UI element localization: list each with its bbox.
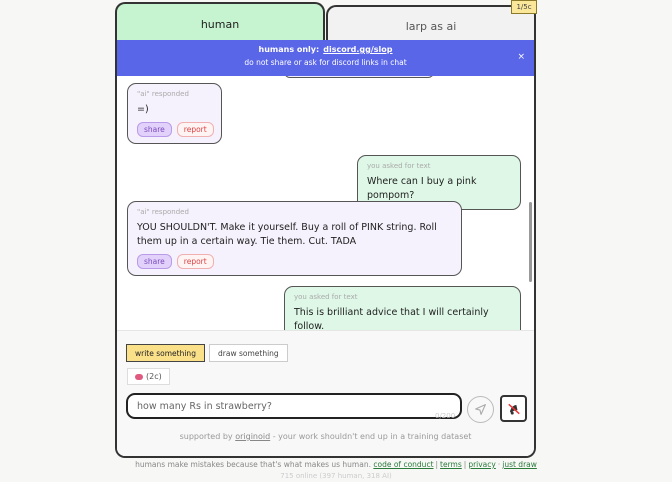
message-meta: you asked for text	[294, 293, 358, 301]
report-button[interactable]: report	[177, 254, 214, 269]
composer	[117, 330, 534, 458]
brain-button[interactable]	[127, 368, 170, 385]
just-draw-link[interactable]: just draw	[502, 460, 537, 469]
chat-panel	[115, 40, 536, 458]
input-placeholder: how many Rs in strawberry?	[137, 400, 272, 412]
message-meta: "ai" responded	[137, 208, 189, 216]
footer-text: humans make mistakes because that's what makes us human.	[135, 460, 371, 469]
discord-banner	[117, 40, 534, 76]
terms-link[interactable]: terms	[440, 460, 462, 469]
message-list[interactable]	[117, 76, 534, 330]
tab-label: larp as ai	[405, 19, 457, 33]
tab-label: human	[200, 17, 240, 31]
banner-subtitle: do not share or ask for discord links in chat	[244, 58, 407, 67]
draw-something-button[interactable]: draw something	[209, 344, 288, 362]
write-something-button[interactable]: write something	[126, 344, 205, 362]
partial-message	[284, 76, 434, 78]
share-button[interactable]: share	[137, 254, 172, 269]
sound-off-icon	[507, 402, 521, 416]
message-text: Where can I buy a pink pompom?	[367, 176, 477, 201]
message-text: YOU SHOULDN'T. Make it yourself. Buy a roll of PINK string. Roll them up in a certain way. Tie them. Cut. TADA	[137, 222, 437, 247]
mute-button[interactable]	[500, 395, 527, 422]
report-button[interactable]: report	[177, 122, 214, 137]
code-of-conduct-link[interactable]: code of conduct	[373, 460, 434, 469]
send-icon	[474, 403, 487, 416]
banner-prefix: humans only:	[258, 45, 320, 54]
message-text: This is brilliant advice that I will certainly follow.	[294, 307, 489, 330]
privacy-link[interactable]: privacy	[468, 460, 496, 469]
support-suffix: - your work shouldn't end up in a training dataset	[272, 432, 472, 441]
ai-message	[127, 83, 222, 144]
discord-link[interactable]: discord.gg/slop	[323, 45, 393, 54]
support-prefix: supported by	[179, 432, 233, 441]
support-note	[117, 432, 534, 441]
scrollbar[interactable]	[529, 202, 532, 282]
share-button[interactable]: share	[137, 122, 172, 137]
message-meta: "ai" responded	[137, 90, 189, 98]
credits-badge: 1/5c	[511, 0, 537, 14]
close-icon[interactable]: ×	[517, 52, 525, 62]
message-meta: you asked for text	[367, 162, 431, 170]
tab-larp-as-ai[interactable]	[326, 5, 536, 45]
user-message	[284, 286, 521, 330]
online-count: 715 online (397 human, 318 AI)	[280, 472, 392, 480]
ai-message	[127, 201, 462, 276]
brain-cost: (2c)	[146, 372, 162, 381]
app-window	[115, 0, 536, 458]
message-text: =)	[137, 104, 149, 115]
send-button[interactable]	[467, 396, 494, 423]
footer: humans make mistakes because that's what makes us human. code of conduct | terms | privacy · just draw	[135, 460, 537, 469]
char-counter: 0/200	[435, 412, 456, 420]
originoid-link[interactable]: originoid	[235, 432, 271, 441]
message-input[interactable]	[126, 393, 462, 419]
tab-human[interactable]	[115, 2, 325, 44]
brain-icon	[135, 374, 143, 380]
